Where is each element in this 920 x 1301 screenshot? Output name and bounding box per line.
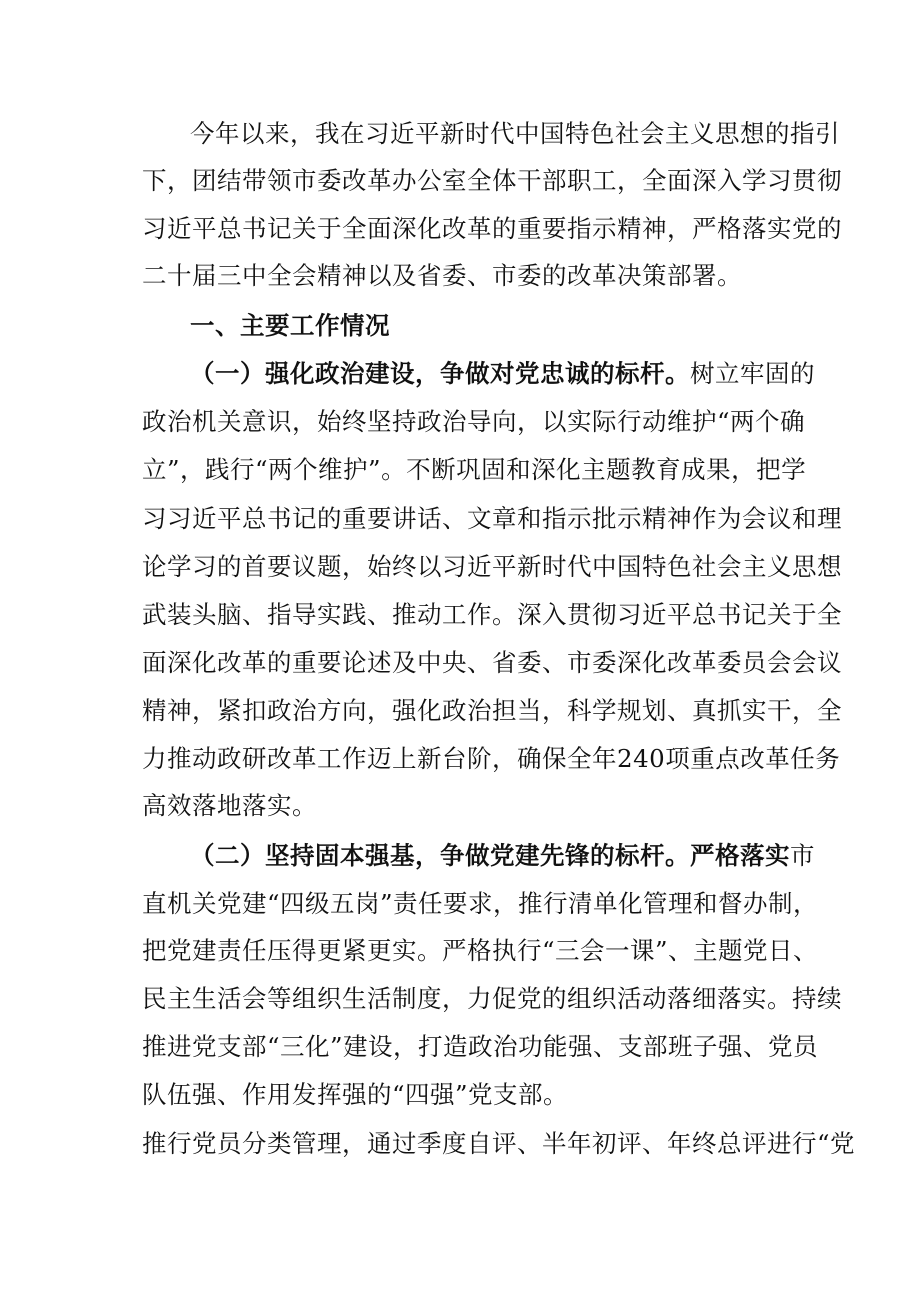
item2-first-line-bold-rest: 严格落实 <box>690 841 790 870</box>
item1-line-8: 精神，紧扣政治方向，强化政治担当，科学规划、真抓实干，全 <box>142 696 842 725</box>
item1-first-line-rest: 树立牢固的 <box>690 359 815 388</box>
item1-line-10: 高效落地落实。 <box>142 791 317 820</box>
item1-line-2: 政治机关意识，始终坚持政治导向，以实际行动维护“两个确 <box>142 407 806 436</box>
item1-heading: （一）强化政治建设，争做对党忠诚的标杆。 <box>190 359 690 388</box>
item1-line-5: 论学习的首要议题，始终以习近平新时代中国特色社会主义思想 <box>142 552 842 581</box>
item1-first-line <box>190 358 815 390</box>
item2-heading: （二）坚持固本强基，争做党建先锋的标杆。 <box>190 841 690 870</box>
item1-line-4: 习习近平总书记的重要讲话、文章和指示批示精神作为会议和理 <box>142 504 842 533</box>
section-title: 一、主要工作情况 <box>190 311 390 340</box>
intro-line-4: 二十届三中全会精神以及省委、市委的改革决策部署。 <box>142 261 742 290</box>
intro-line-3: 习近平总书记关于全面深化改革的重要指示精神，严格落实党的 <box>142 214 842 243</box>
item1-line-3: 立”，践行“两个维护”。不断巩固和深化主题教育成果，把学 <box>142 455 807 484</box>
item2-first-line <box>190 840 815 872</box>
item1-line-6: 武装头脑、指导实践、推动工作。深入贯彻习近平总书记关于全 <box>142 600 842 629</box>
item1-line-7: 面深化改革的重要论述及中央、省委、市委深化改革委员会会议 <box>142 648 842 677</box>
intro-line-1: 今年以来，我在习近平新时代中国特色社会主义思想的指引 <box>190 119 840 148</box>
trailing-line: 推行党员分类管理，通过季度自评、半年初评、年终总评进行“党 <box>142 1129 856 1158</box>
item2-line-3: 把党建责任压得更紧更实。严格执行“三会一课”、主题党日、 <box>142 936 819 965</box>
item2-first-line-rest: 市 <box>790 841 815 870</box>
item2-line-6: 队伍强、作用发挥强的“四强”党支部。 <box>142 1080 569 1109</box>
item1-line-9: 力推动政研改革工作迈上新台阶，确保全年240项重点改革任务 <box>142 744 841 773</box>
intro-line-2: 下，团结带领市委改革办公室全体干部职工，全面深入学习贯彻 <box>142 166 842 195</box>
item2-line-5: 推进党支部“三化”建设，打造政治功能强、支部班子强、党员 <box>142 1032 819 1061</box>
item2-line-2: 直机关党建“四级五岗”责任要求，推行清单化管理和督办制， <box>142 889 819 918</box>
item2-line-4: 民主生活会等组织生活制度，力促党的组织活动落细落实。持续 <box>142 984 842 1013</box>
